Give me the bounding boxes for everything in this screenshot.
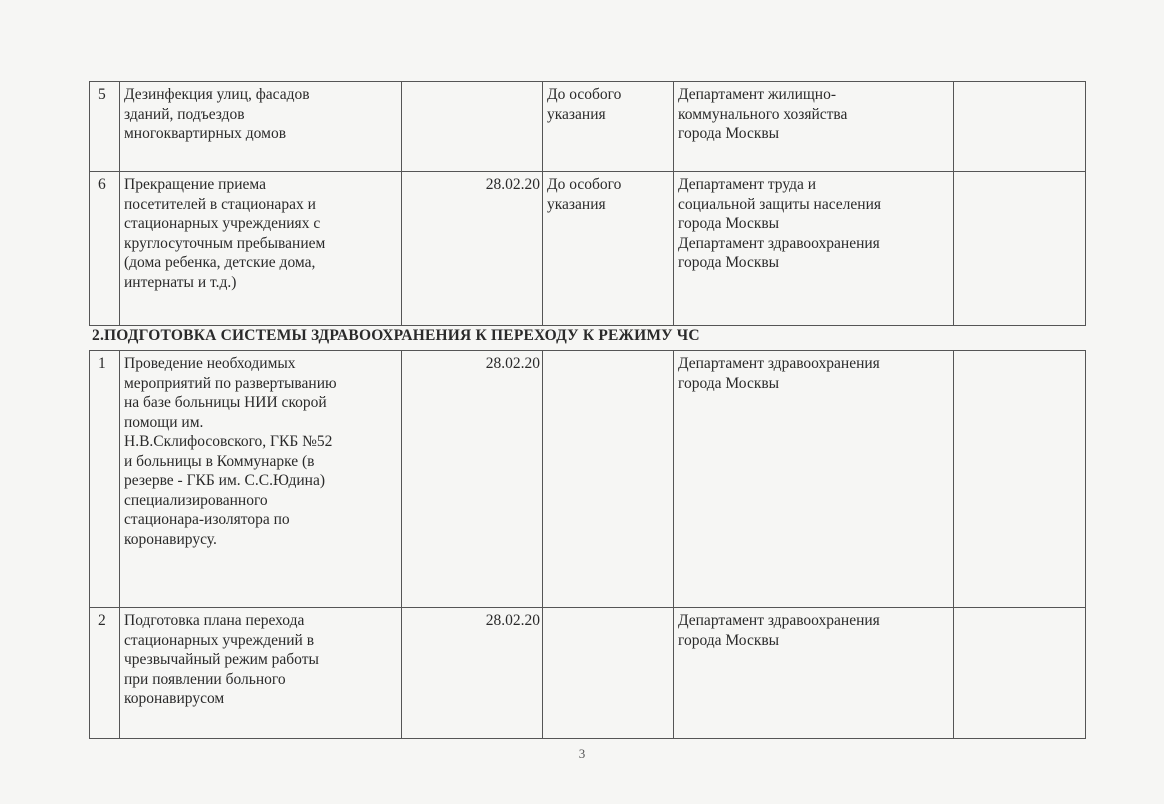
responsible-line: города Москвы xyxy=(678,254,780,271)
measures-table-top xyxy=(89,81,1086,326)
task-cell xyxy=(120,172,402,326)
responsible-line: города Москвы xyxy=(678,374,780,392)
responsible-line: города Москвы xyxy=(678,631,780,649)
responsible-line: коммунального хозяйства xyxy=(678,105,848,123)
start-date-cell: 28.02.20 xyxy=(402,172,543,326)
task-line: зданий, подъездов xyxy=(124,105,245,123)
task-line: коронавирусу. xyxy=(124,530,217,548)
responsible-line: города Москвы xyxy=(678,215,780,232)
deadline-cell xyxy=(543,82,674,172)
task-line: стационара-изолятора по xyxy=(124,511,290,528)
page-number: 3 xyxy=(578,746,586,761)
table-row xyxy=(90,351,1086,608)
task-line: и больницы в Коммунарке (в xyxy=(124,452,315,470)
task-line: Подготовка плана перехода xyxy=(124,612,305,629)
table-row xyxy=(90,82,1086,172)
task-cell xyxy=(120,351,402,608)
start-date-cell xyxy=(402,82,543,172)
measures-table-bottom xyxy=(89,350,1086,739)
responsible-cell xyxy=(674,82,954,172)
task-line: (дома ребенка, детские дома, xyxy=(124,254,316,271)
responsible-cell xyxy=(674,351,954,608)
responsible-cell xyxy=(674,608,954,739)
task-line: Прекращение приема xyxy=(124,176,266,193)
task-line: Проведение необходимых xyxy=(124,355,296,372)
deadline-line: указания xyxy=(547,105,606,123)
task-line: резерве - ГКБ им. С.С.Юдина) xyxy=(124,472,326,489)
deadline-cell xyxy=(543,172,674,326)
task-line: при появлении больного xyxy=(124,670,286,688)
task-line: помощи им. xyxy=(124,413,204,431)
deadline-line: До особого xyxy=(547,86,622,103)
deadline-cell xyxy=(543,608,674,739)
note-cell xyxy=(954,82,1086,172)
note-cell xyxy=(954,351,1086,608)
task-line: стационарных учреждениях с xyxy=(124,215,321,232)
task-line: коронавирусом xyxy=(124,690,225,707)
task-line: интернаты и т.д.) xyxy=(124,273,237,291)
deadline-cell xyxy=(543,351,674,608)
task-line: Дезинфекция улиц, фасадов xyxy=(124,86,310,103)
deadline-line: До особого xyxy=(547,176,622,193)
table-row xyxy=(90,608,1086,739)
responsible-line: социальной защиты населения xyxy=(678,195,882,213)
row-number: 5 xyxy=(90,82,120,172)
task-line: Н.В.Склифосовского, ГКБ №52 xyxy=(124,433,333,450)
task-line: посетителей в стационарах и xyxy=(124,195,316,213)
task-cell xyxy=(120,82,402,172)
row-number: 6 xyxy=(90,172,120,326)
responsible-line: Департамент труда и xyxy=(678,176,817,193)
responsible-line: города Москвы xyxy=(678,125,780,142)
row-number: 1 xyxy=(90,351,120,608)
responsible-line: Департамент здравоохранения xyxy=(678,612,880,629)
task-cell xyxy=(120,608,402,739)
row-number: 2 xyxy=(90,608,120,739)
note-cell xyxy=(954,608,1086,739)
task-line: чрезвычайный режим работы xyxy=(124,651,319,668)
start-date-cell: 28.02.20 xyxy=(402,351,543,608)
task-line: многоквартирных домов xyxy=(124,125,287,142)
task-line: стационарных учреждений в xyxy=(124,631,315,649)
task-line: мероприятий по развертыванию xyxy=(124,374,337,392)
responsible-line: Департамент здравоохранения xyxy=(678,355,880,372)
task-line: на базе больницы НИИ скорой xyxy=(124,394,327,411)
responsible-line: Департамент здравоохранения xyxy=(678,234,880,252)
section-title: 2.ПОДГОТОВКА СИСТЕМЫ ЗДРАВООХРАНЕНИЯ К ПЕРЕХОДУ К РЕЖИМУ ЧС xyxy=(92,327,700,344)
task-line: круглосуточным пребыванием xyxy=(124,234,326,252)
deadline-line: указания xyxy=(547,195,606,213)
start-date-cell: 28.02.20 xyxy=(402,608,543,739)
responsible-cell xyxy=(674,172,954,326)
responsible-line: Департамент жилищно- xyxy=(678,86,837,103)
note-cell xyxy=(954,172,1086,326)
table-row xyxy=(90,172,1086,326)
task-line: специализированного xyxy=(124,491,268,509)
